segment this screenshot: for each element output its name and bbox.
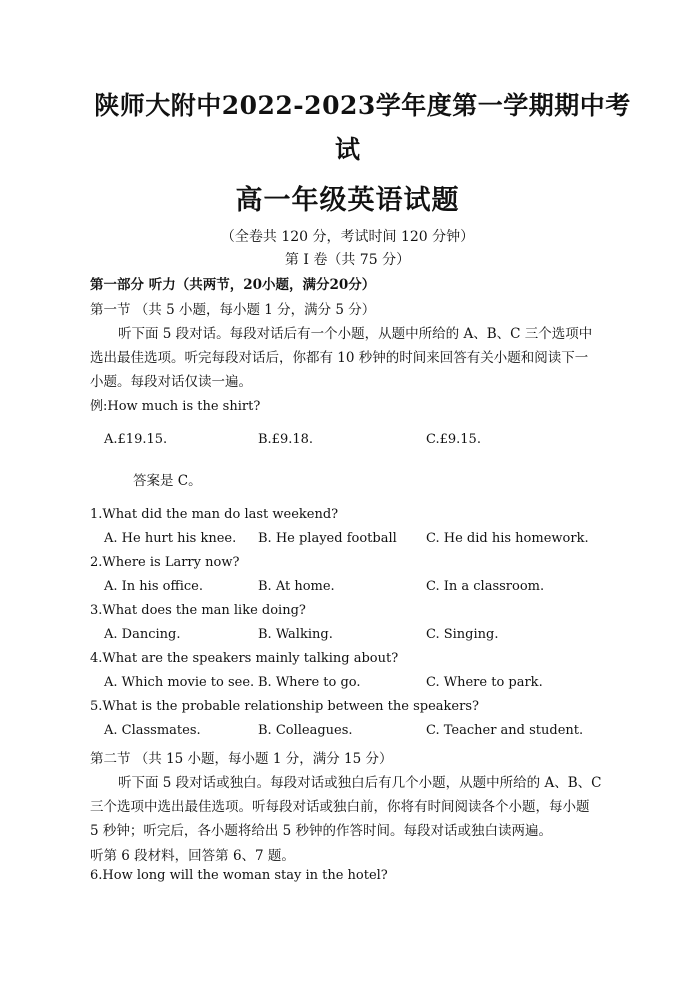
q5-option-b: B. Colleagues. xyxy=(258,723,353,738)
q2-option-c: C. In a classroom. xyxy=(426,579,545,594)
question-1: 1.What did the man do last weekend? xyxy=(90,507,339,522)
q3-option-c: C. Singing. xyxy=(426,627,499,642)
q4-option-a: A. Which movie to see. xyxy=(104,675,255,690)
exam-subtitle: 高一年级英语试题 xyxy=(235,185,460,216)
q5-option-a: A. Classmates. xyxy=(104,723,201,738)
q1-option-a: A. He hurt his knee. xyxy=(104,531,237,546)
example-option-c: C.£9.15. xyxy=(426,432,481,447)
section2-instruction-3: 5 秒钟；听完后，各小题将给出 5 秒钟的作答时间。每段对话或独白读两遍。 xyxy=(90,823,553,839)
exam-info: （全卷共 120 分，考试时间 120 分钟） xyxy=(220,229,475,245)
question-3: 3.What does the man like doing? xyxy=(90,603,306,618)
q1-option-b: B. He played football xyxy=(258,531,397,546)
q2-option-b: B. At home. xyxy=(258,579,335,594)
q2-option-a: A. In his office. xyxy=(104,579,203,594)
q4-option-b: B. Where to go. xyxy=(258,675,361,690)
question-2: 2.Where is Larry now? xyxy=(90,555,240,570)
section1-instruction-3: 小题。每段对话仅读一遍。 xyxy=(90,374,252,390)
q5-option-c: C. Teacher and student. xyxy=(426,723,584,738)
section2-heading: 第二节 （共 15 小题，每小题 1 分，满分 15 分） xyxy=(90,751,393,767)
part1-heading: 第一部分 听力（共两节，20小题，满分20分） xyxy=(90,277,376,293)
q1-option-c: C. He did his homework. xyxy=(426,531,589,546)
example-option-a: A.£19.15. xyxy=(104,432,168,447)
question-4: 4.What are the speakers mainly talking about? xyxy=(90,651,399,666)
q4-option-c: C. Where to park. xyxy=(426,675,543,690)
example-question: 例:How much is the shirt? xyxy=(90,399,261,414)
question-5: 5.What is the probable relationship between the speakers? xyxy=(90,699,479,714)
section1-instruction-2: 选出最佳选项。听完每段对话后，你都有 10 秒钟的时间来回答有关小题和阅读下一 xyxy=(90,350,589,366)
volume-heading: 第 I 卷（共 75 分） xyxy=(284,252,411,268)
section2-instruction-1: 听下面 5 段对话或独白。每段对话或独白后有几个小题，从题中所给的 A、B、C xyxy=(118,775,602,791)
question-6: 6.How long will the woman stay in the hotel? xyxy=(90,868,388,883)
exam-title-line-2: 试 xyxy=(334,135,360,164)
section2-instruction-2: 三个选项中选出最佳选项。听每段对话或独白前，你将有时间阅读各个小题，每小题 xyxy=(90,799,590,815)
q3-option-b: B. Walking. xyxy=(258,627,333,642)
q3-option-a: A. Dancing. xyxy=(104,627,181,642)
example-answer: 答案是 C。 xyxy=(133,473,202,489)
example-option-b: B.£9.18. xyxy=(258,432,314,447)
section1-instruction-1: 听下面 5 段对话。每段对话后有一个小题，从题中所给的 A、B、C 三个选项中 xyxy=(118,326,593,342)
exam-title-line-1: 陕师大附中2022-2023学年度第一学期期中考 xyxy=(94,91,631,120)
material-6-intro: 听第 6 段材料，回答第 6、7 题。 xyxy=(90,848,295,864)
section1-heading: 第一节 （共 5 小题，每小题 1 分，满分 5 分） xyxy=(90,302,376,318)
